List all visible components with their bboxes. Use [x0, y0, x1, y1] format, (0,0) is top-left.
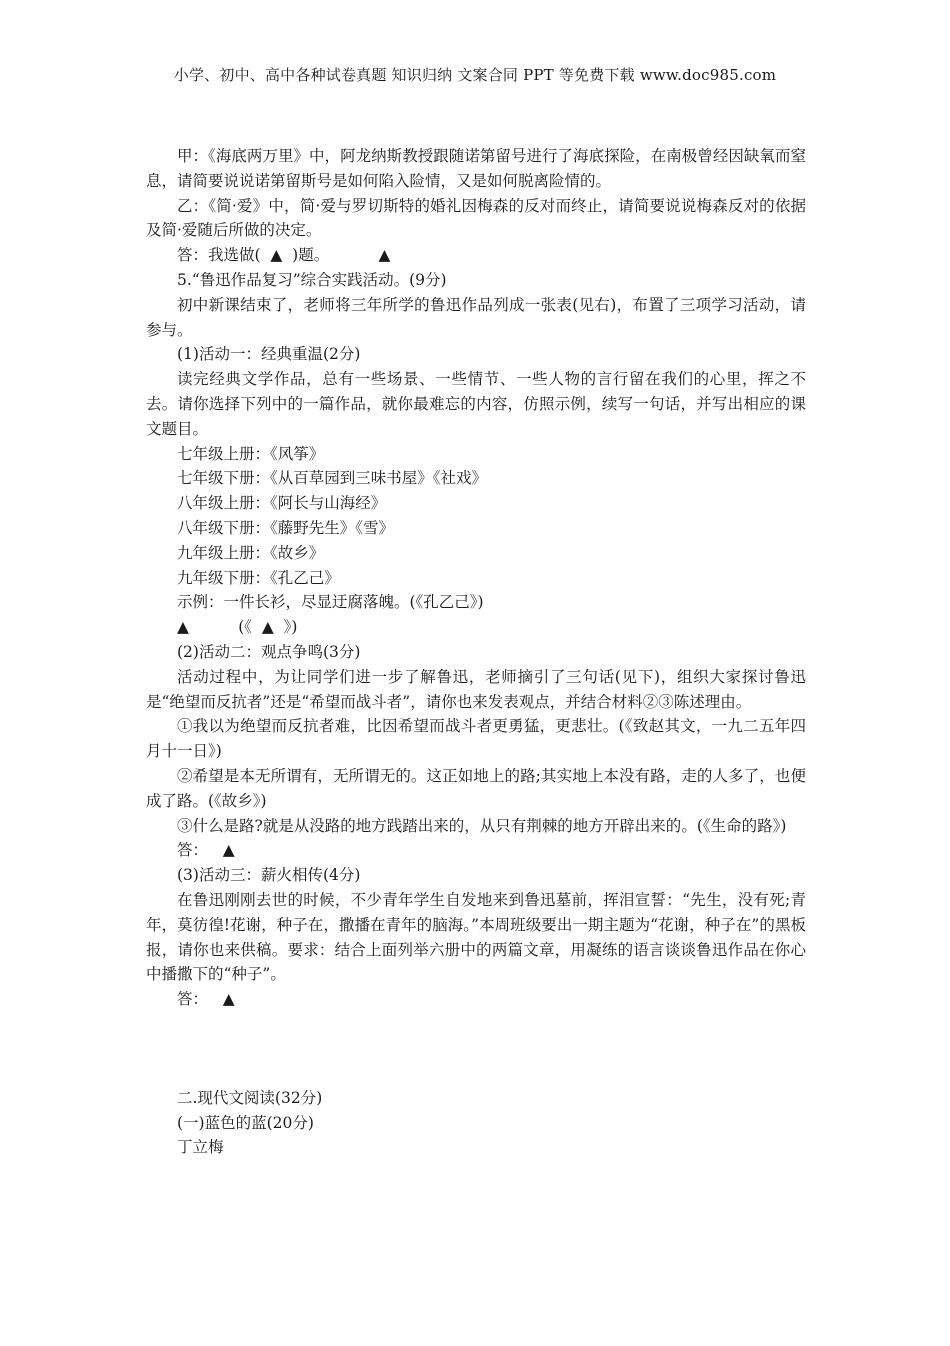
list-item: 九年级下册：《孔乙己》 — [177, 568, 340, 587]
page-header: 小学、初中、高中各种试卷真题 知识归纳 文案合同 PPT 等免费下载 www.doc985.com — [173, 66, 777, 84]
list-item: 九年级上册：《故乡》 — [177, 543, 325, 562]
document-body — [146, 144, 806, 1160]
quote-3: ③什么是路?就是从没路的地方践踏出来的，从只有荆棘的地方开辟出来的。(《生命的路》) — [177, 816, 787, 835]
list-item: 七年级上册：《风筝》 — [177, 444, 325, 463]
answer-choice-line: 答：我选做( ▲ )题。 ▲ — [177, 246, 391, 265]
activity-3-prompt: 在鲁迅刚刚去世的时候，不少青年学生自发地来到鲁迅墓前，挥泪宣誓：“先生，没有死;青年，莫彷徨!花谢，种子在，撒播在青年的脑海。”本周班级要出一期主题为“花谢，种子在”的黑板报，请你也来供稿。要求：结合上面列举六册中的两篇文章，用凝练的语言谈谈鲁迅作品在你心中播撒下的“种子”。 — [146, 890, 806, 984]
question-option-yi: 乙：《简·爱》中，简·爱与罗切斯特的婚礼因梅森的反对而终止，请简要说说梅森反对的依据及简·爱随后所做的决定。 — [146, 196, 806, 240]
list-item: 八年级上册：《阿长与山海经》 — [177, 494, 387, 513]
answer-line: 答： ▲ — [177, 990, 235, 1009]
question-5-title: 5.“鲁迅作品复习”综合实践活动。(9分) — [177, 270, 447, 289]
quote-2: ②希望是本无所谓有，无所谓无的。这正如地上的路;其实地上本没有路，走的人多了，也便成了路。(《故乡》) — [146, 766, 806, 810]
activity-1-prompt: 读完经典文学作品，总有一些场景、一些情节、一些人物的言行留在我们的心里，挥之不去。请你选择下列中的一篇作品，就你最难忘的内容，仿照示例，续写一句话，并写出相应的课文题目。 — [146, 370, 806, 438]
activity-3-title: (3)活动三：薪火相传(4分) — [177, 866, 361, 885]
list-item: 八年级下册：《藤野先生》《雪》 — [177, 518, 395, 537]
list-item: 七年级下册：《从百草园到三味书屋》《社戏》 — [177, 469, 488, 488]
answer-blank-line: ▲ (《 ▲ 》) — [177, 618, 298, 637]
example-line: 示例：一件长衫，尽显迂腐落魄。(《孔乙己》) — [177, 593, 484, 612]
question-5-intro: 初中新课结束了，老师将三年所学的鲁迅作品列成一张表(见右)，布置了三项学习活动，请参与。 — [146, 295, 806, 339]
activity-1-title: (1)活动一：经典重温(2分) — [177, 345, 361, 364]
subsection-heading: (一)蓝色的蓝(20分) — [177, 1113, 314, 1132]
spacer — [146, 1012, 806, 1086]
answer-line: 答： ▲ — [177, 841, 235, 860]
author-name: 丁立梅 — [177, 1138, 224, 1157]
activity-2-title: (2)活动二：观点争鸣(3分) — [177, 642, 361, 661]
section-heading: 二.现代文阅读(32分) — [177, 1088, 323, 1107]
question-option-jia: 甲：《海底两万里》中，阿龙纳斯教授跟随诺第留号进行了海底探险，在南极曾经因缺氧而窒息，请简要说说诺第留斯号是如何陷入险情，又是如何脱离险情的。 — [146, 147, 806, 190]
quote-1: ①我以为绝望而反抗者难，比因希望而战斗者更勇猛，更悲壮。(《致赵其文，一九二五年四月十一日》) — [146, 717, 806, 761]
activity-2-prompt: 活动过程中，为让同学们进一步了解鲁迅，老师摘引了三句话(见下)，组织大家探讨鲁迅是“绝望而反抗者”还是“希望而战斗者”，请你也来发表观点，并结合材料②③陈述理由。 — [146, 667, 806, 711]
